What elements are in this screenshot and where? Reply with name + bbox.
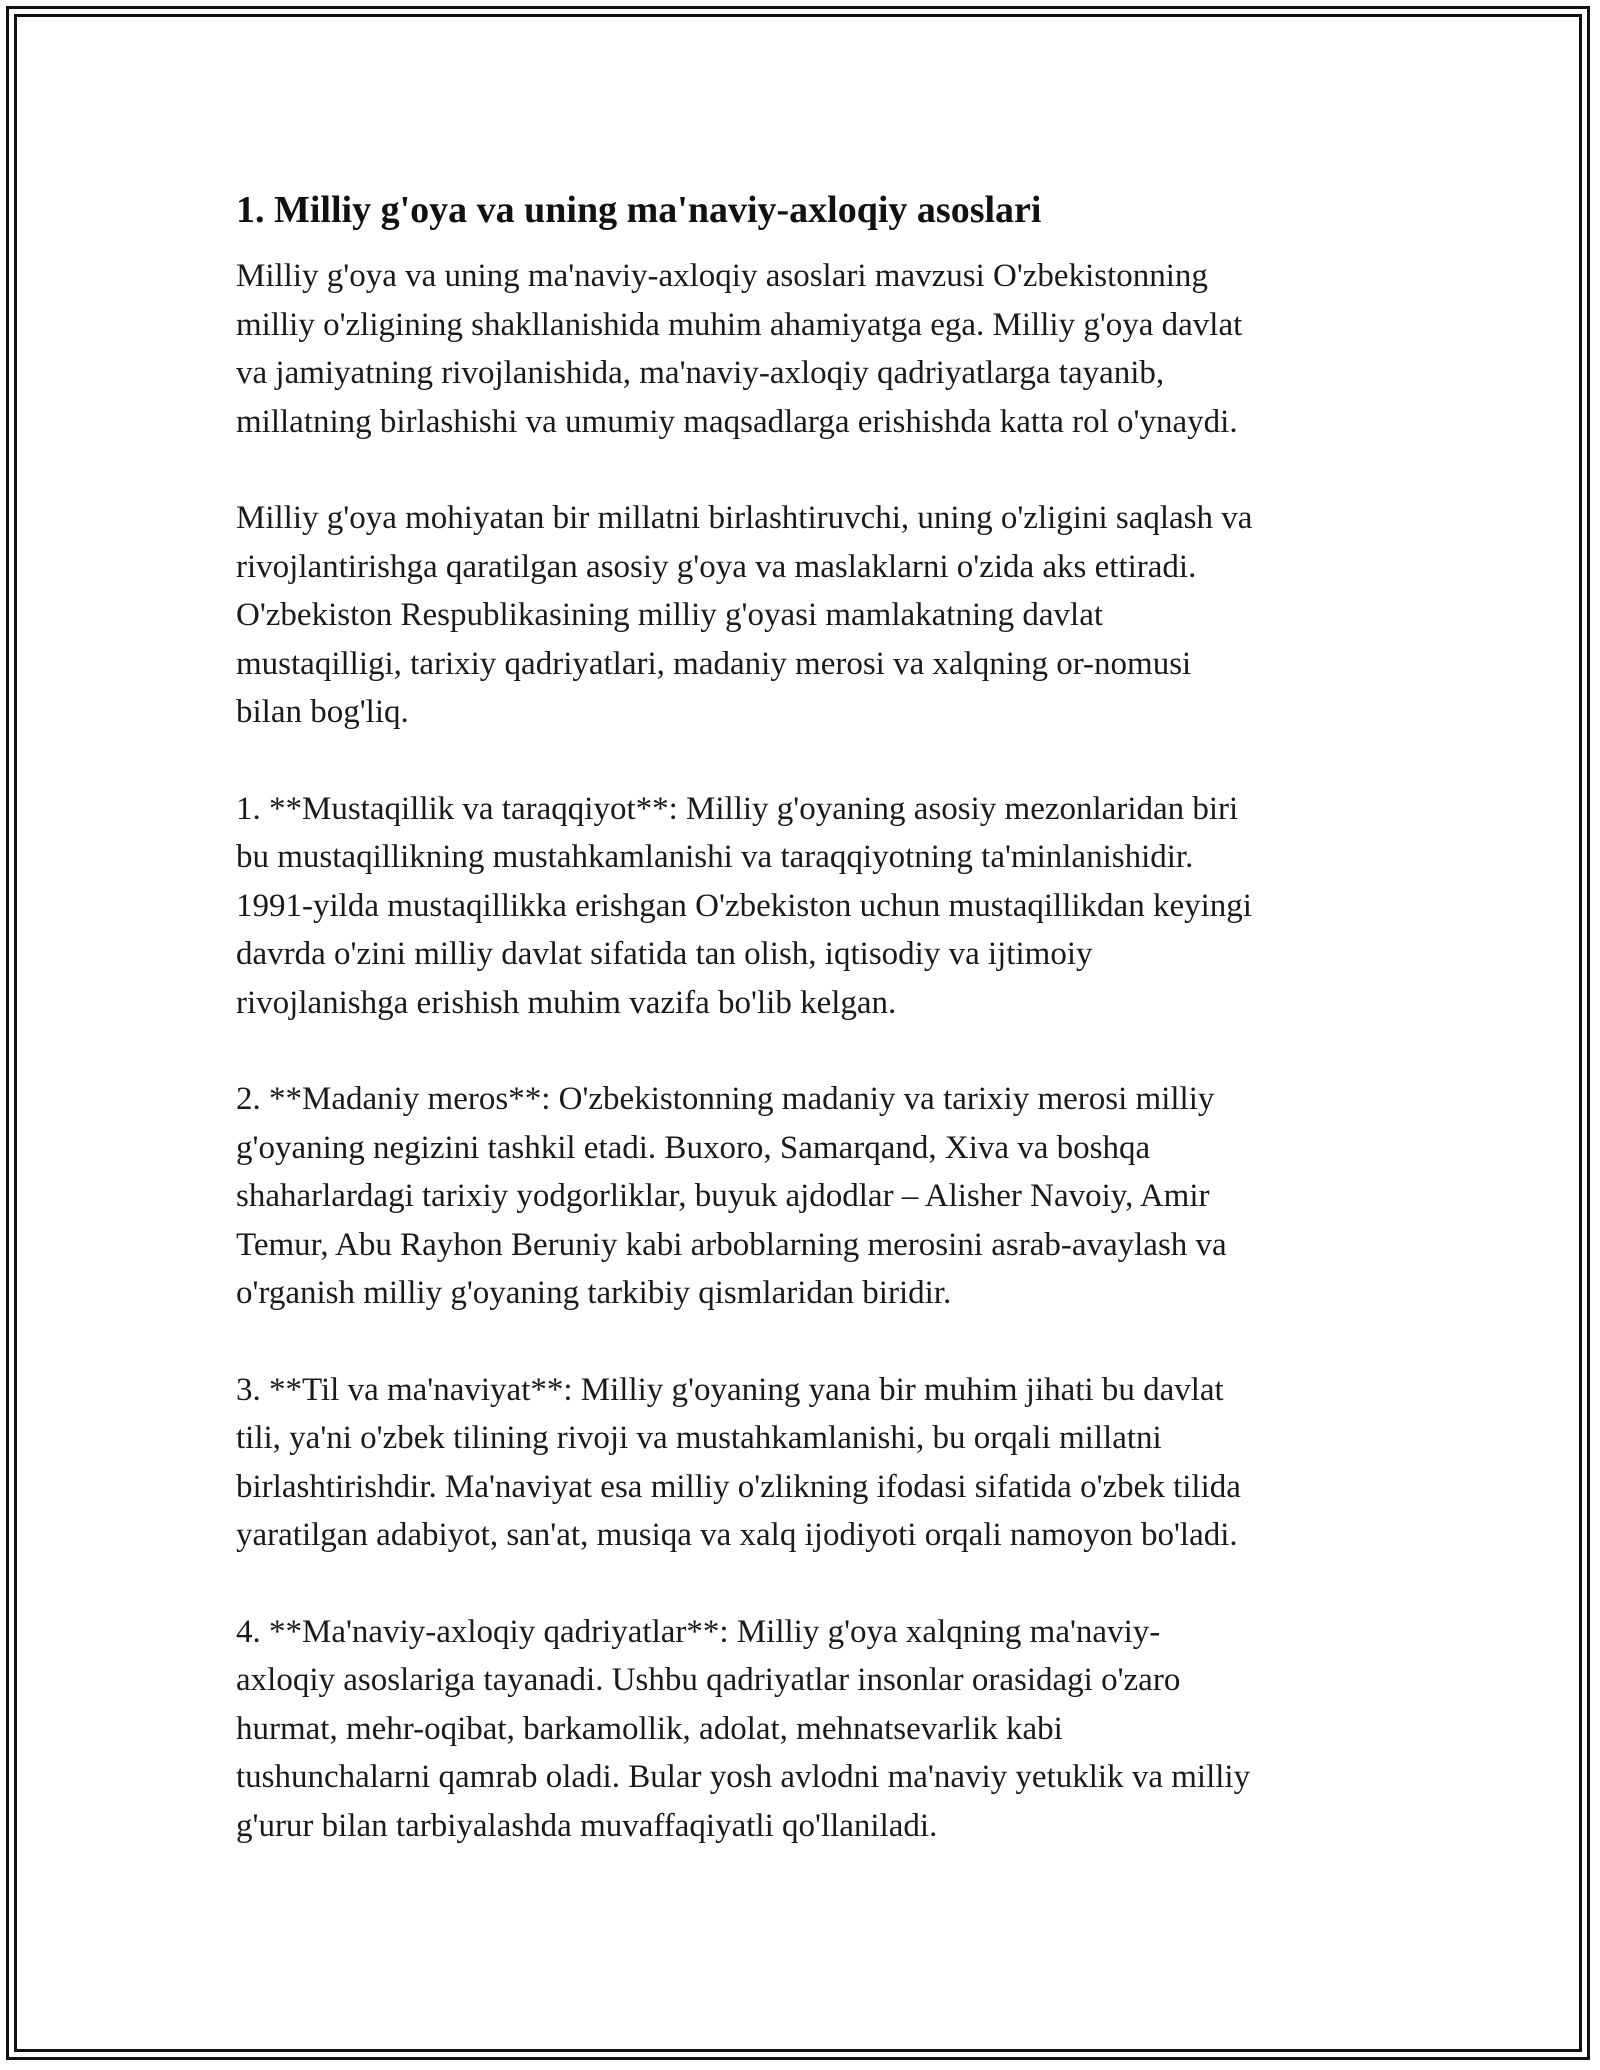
paragraph-line: bu mustaqillikning mustahkamlanishi va taraqqiyotning ta'minlanishidir. xyxy=(236,839,1194,875)
paragraph-line: bilan bog'liq. xyxy=(236,694,409,730)
paragraph-line: va jamiyatning rivojlanishida, ma'naviy-axloqiy qadriyatlarga tayanib, xyxy=(236,355,1165,391)
document-body xyxy=(236,186,1386,1898)
paragraph-line: 4. **Ma'naviy-axloqiy qadriyatlar**: Milliy g'oya xalqning ma'naviy- xyxy=(236,1613,1161,1650)
paragraph-line: 1. **Mustaqillik va taraqqiyot**: Milliy g'oyaning asosiy mezonlaridan biri xyxy=(236,790,1239,827)
paragraph-line: yaratilgan adabiyot, san'at, musiqa va xalq ijodiyoti orqali namoyon bo'ladi. xyxy=(236,1517,1238,1553)
list-item-language xyxy=(236,1366,1386,1560)
paragraph-line: hurmat, mehr-oqibat, barkamollik, adolat, mehnatsevarlik kabi xyxy=(236,1710,1063,1747)
paragraph-line: millatning birlashishi va umumiy maqsadlarga erishishda katta rol o'ynaydi. xyxy=(236,403,1238,440)
section-heading: 1. Milliy g'oya va uning ma'naviy-axloqiy asoslari xyxy=(236,189,1042,231)
paragraph-line: tili, ya'ni o'zbek tilining rivoji va mustahkamlanishi, bu orqali millatni xyxy=(236,1420,1162,1456)
paragraph-line: axloqiy asoslariga tayanadi. Ushbu qadriyatlar insonlar orasidagi o'zaro xyxy=(236,1662,1181,1698)
paragraph-line: g'urur bilan tarbiyalashda muvaffaqiyatli qo'llaniladi. xyxy=(236,1807,938,1844)
paragraph-line: o'rganish milliy g'oyaning tarkibiy qismlaridan biridir. xyxy=(236,1275,952,1311)
list-item-values xyxy=(236,1608,1386,1851)
paragraph-line: Milliy g'oya va uning ma'naviy-axloqiy asoslari mavzusi O'zbekistonning xyxy=(236,258,1208,294)
list-item-heritage xyxy=(236,1075,1386,1318)
paragraph-line: mustaqilligi, tarixiy qadriyatlari, madaniy merosi va xalqning or-nomusi xyxy=(236,645,1192,682)
paragraph-line: O'zbekiston Respublikasining milliy g'oyasi mamlakatning davlat xyxy=(236,597,1104,633)
paragraph-line: rivojlanishga erishish muhim vazifa bo'lib kelgan. xyxy=(236,984,897,1021)
list-item-independence xyxy=(236,785,1386,1028)
paragraph-line: tushunchalarni qamrab oladi. Bular yosh avlodni ma'naviy yetuklik va milliy xyxy=(236,1759,1251,1795)
paragraph-line: g'oyaning negizini tashkil etadi. Buxoro, Samarqand, Xiva va boshqa xyxy=(236,1129,1151,1166)
paragraph-intro xyxy=(236,252,1386,446)
paragraph-line: 3. **Til va ma'naviyat**: Milliy g'oyaning yana bir muhim jihati bu davlat xyxy=(236,1371,1224,1408)
paragraph-line: davrda o'zini milliy davlat sifatida tan olish, iqtisodiy va ijtimoiy xyxy=(236,936,1093,972)
paragraph-line: birlashtirishdir. Ma'naviyat esa milliy o'zlikning ifodasi sifatida o'zbek tilida xyxy=(236,1468,1241,1505)
paragraph-line: 1991-yilda mustaqillikka erishgan O'zbekiston uchun mustaqillikdan keyingi xyxy=(236,887,1252,924)
paragraph-line: milliy o'zligining shakllanishida muhim ahamiyatga ega. Milliy g'oya davlat xyxy=(236,306,1243,343)
paragraph-line: rivojlantirishga qaratilgan asosiy g'oya va maslaklarni o'zida aks ettiradi. xyxy=(236,548,1197,585)
paragraph-essence xyxy=(236,494,1386,737)
paragraph-line: 2. **Madaniy meros**: O'zbekistonning madaniy va tarixiy merosi milliy xyxy=(236,1081,1215,1117)
paragraph-line: shaharlardagi tarixiy yodgorliklar, buyuk ajdodlar – Alisher Navoiy, Amir xyxy=(236,1178,1210,1214)
paragraph-line: Temur, Abu Rayhon Beruniy kabi arboblarning merosini asrab-avaylash va xyxy=(236,1226,1227,1263)
paragraph-line: Milliy g'oya mohiyatan bir millatni birlashtiruvchi, uning o'zligini saqlash va xyxy=(236,500,1253,536)
